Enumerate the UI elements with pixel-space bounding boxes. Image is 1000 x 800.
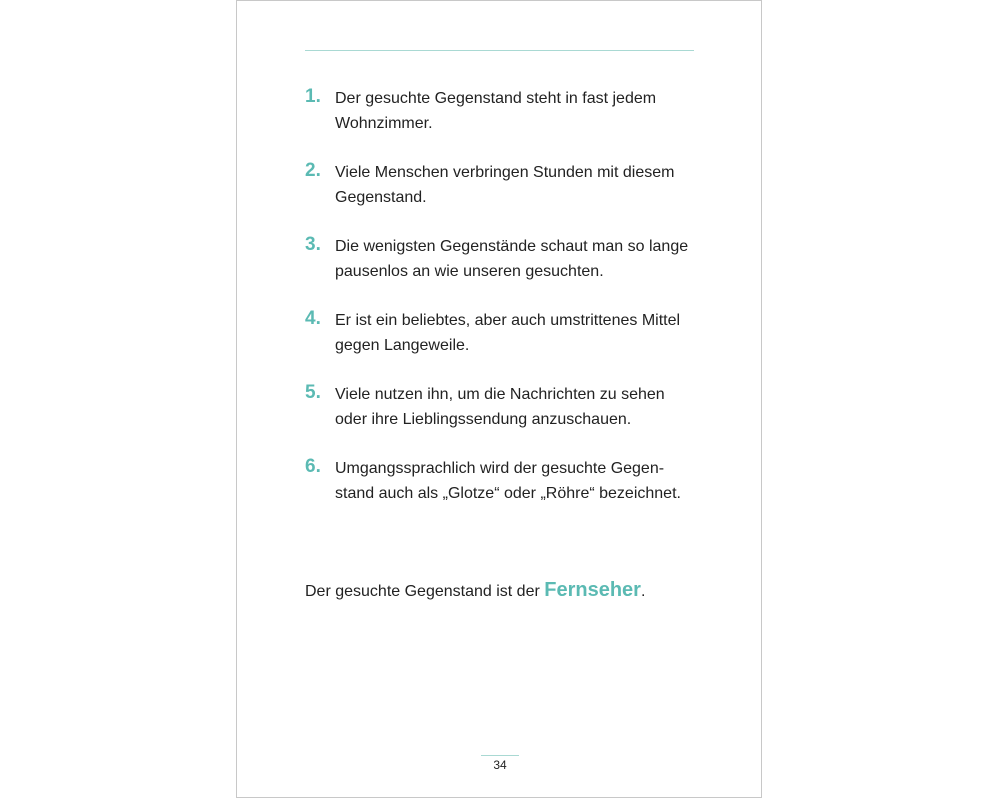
- hint-number: 2.: [305, 160, 321, 181]
- hint-number: 3.: [305, 234, 321, 255]
- hint-item-5: [305, 381, 705, 441]
- hint-text: Der gesuchte Gegenstand steht in fast jedem Wohnzimmer.: [335, 90, 657, 132]
- hint-text: Umgangssprachlich wird der gesuchte Gegen- stand auch als „Glotze“ oder „Röhre“ bezeichnet.: [335, 460, 681, 502]
- hint-text: Viele Menschen verbringen Stunden mit diesem Gegenstand.: [335, 164, 675, 206]
- answer-suffix: .: [640, 583, 646, 600]
- hint-item-1: [305, 85, 705, 145]
- page-number: 34: [493, 758, 507, 772]
- hint-number: 5.: [305, 382, 321, 403]
- hint-number: 4.: [305, 308, 321, 329]
- top-divider: [305, 50, 694, 51]
- hint-item-4: [305, 307, 705, 367]
- hint-number: 1.: [305, 86, 321, 107]
- hint-number: 6.: [305, 456, 321, 477]
- hint-item-2: [305, 159, 705, 219]
- book-page: [236, 0, 762, 798]
- hint-text: Er ist ein beliebtes, aber auch umstrittenes Mittel gegen Langeweile.: [335, 312, 681, 354]
- hint-item-6: [305, 455, 705, 515]
- answer-word: Fernseher: [544, 579, 641, 601]
- answer-sentence: [305, 577, 725, 605]
- answer-prefix: Der gesuchte Gegenstand ist der: [305, 583, 545, 600]
- hint-text: Die wenigsten Gegenstände schaut man so lange pausenlos an wie unseren gesuchten.: [335, 238, 689, 280]
- hint-text: Viele nutzen ihn, um die Nachrichten zu sehen oder ihre Lieblingssendung anzuschauen.: [335, 386, 665, 428]
- footer-divider: [481, 755, 519, 756]
- hint-item-3: [305, 233, 705, 293]
